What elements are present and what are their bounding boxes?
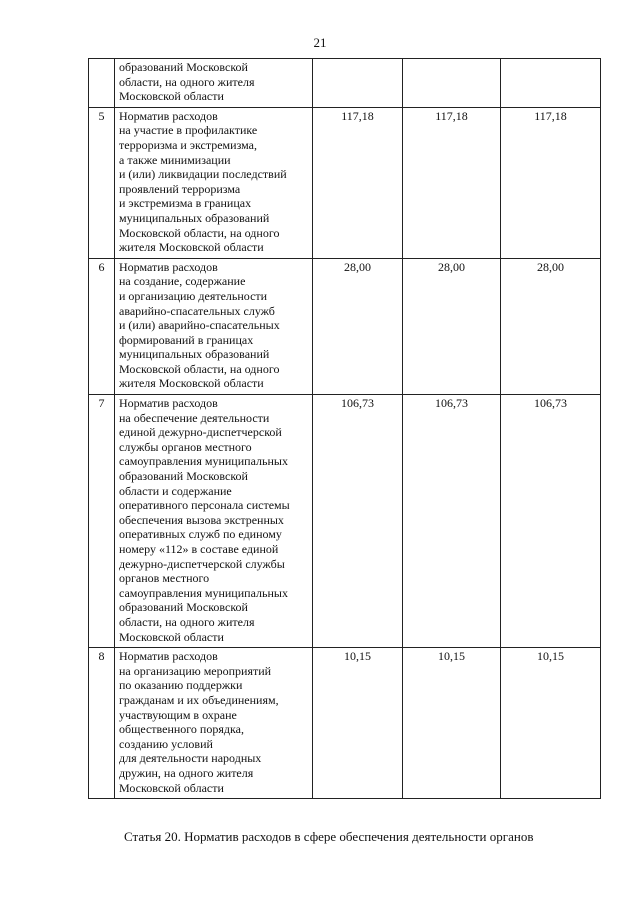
row-value-2: 106,73: [403, 395, 501, 648]
row-number: 7: [89, 395, 115, 648]
row-description: Норматив расходов на создание, содержание и организацию деятельности аварийно-спасательных служб и (или) аварийно-спасательных формирований в границах муниципальных образований Московской области, на одного жителя Московской области: [115, 258, 313, 394]
table-row: [89, 107, 601, 258]
row-description: Норматив расходов на организацию мероприятий по оказанию поддержки гражданам и их объединениям, участвующим в охране общественного порядка, созданию условий для деятельности народных дружин, на одного жителя Московской области: [115, 648, 313, 799]
table-row: [89, 648, 601, 799]
row-number: 6: [89, 258, 115, 394]
row-value-3: [501, 59, 601, 108]
row-number: [89, 59, 115, 108]
row-value-3: 106,73: [501, 395, 601, 648]
row-value-3: 10,15: [501, 648, 601, 799]
row-value-2: [403, 59, 501, 108]
norms-table: [88, 58, 601, 799]
row-value-1: 117,18: [313, 107, 403, 258]
row-value-1: 10,15: [313, 648, 403, 799]
row-description: Норматив расходов на участие в профилактике терроризма и экстремизма, а также минимизации и (или) ликвидации последствий проявлений терроризма и экстремизма в границах муниципальных образований Московской области, на одного жителя Московской области: [115, 107, 313, 258]
article-heading: Статья 20. Норматив расходов в сфере обеспечения деятельности органов: [124, 829, 534, 844]
row-value-1: [313, 59, 403, 108]
row-number: 8: [89, 648, 115, 799]
table-row: [89, 59, 601, 108]
row-description: образований Московской области, на одного жителя Московской области: [115, 59, 313, 108]
page-number: 21: [313, 35, 327, 50]
row-value-3: 28,00: [501, 258, 601, 394]
row-value-1: 106,73: [313, 395, 403, 648]
row-value-2: 117,18: [403, 107, 501, 258]
row-value-2: 10,15: [403, 648, 501, 799]
table-row: [89, 395, 601, 648]
row-value-3: 117,18: [501, 107, 601, 258]
row-description: Норматив расходов на обеспечение деятельности единой дежурно-диспетчерской службы органов местного самоуправления муниципальных образований Московской области и содержание оперативного персонала системы обеспечения вызова экстренных оперативных служб по единому номеру «112» в составе единой дежурно-диспетчерской службы органов местного самоуправления муниципальных образований Московской области, на одного жителя Московской области: [115, 395, 313, 648]
table-row: [89, 258, 601, 394]
row-value-2: 28,00: [403, 258, 501, 394]
row-number: 5: [89, 107, 115, 258]
row-value-1: 28,00: [313, 258, 403, 394]
